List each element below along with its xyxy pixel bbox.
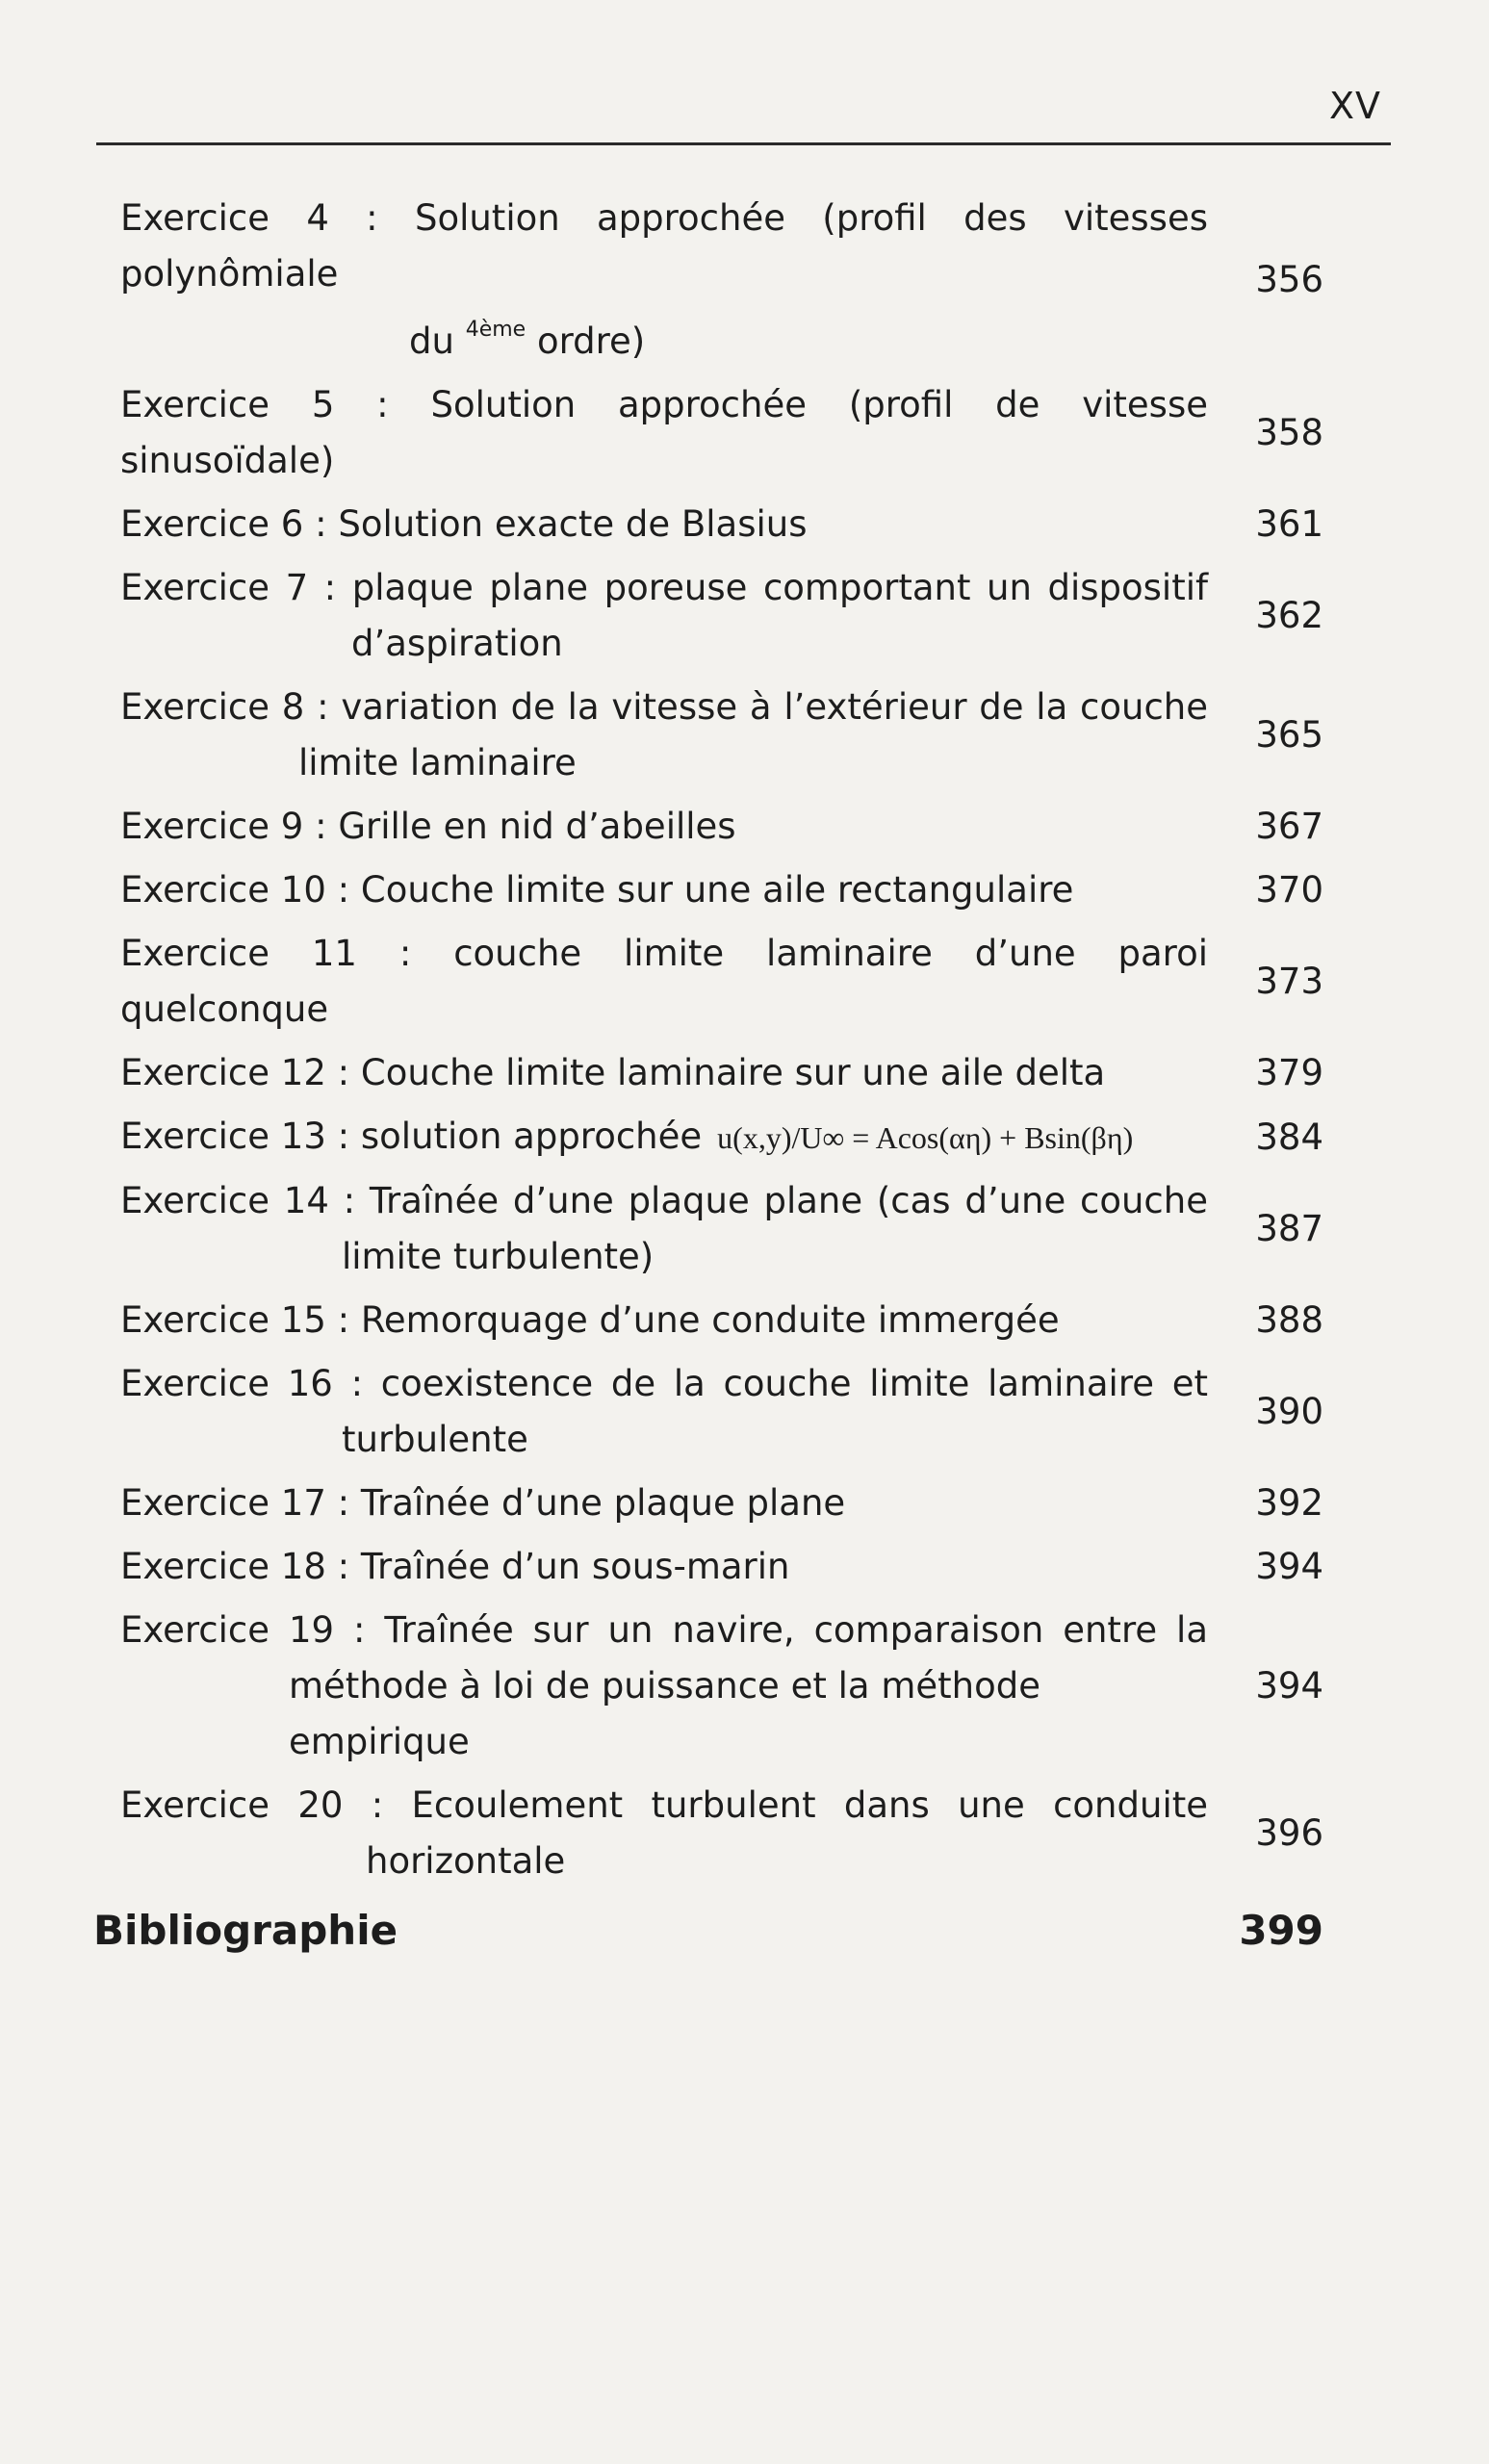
entry-title: coexistence de la couche limite laminaire et bbox=[380, 1363, 1208, 1404]
entry-label: Exercice 8 : bbox=[120, 686, 329, 728]
entry-title: Ecoulement turbulent dans une conduite bbox=[411, 1784, 1208, 1826]
page-number: XV bbox=[1328, 85, 1381, 127]
entry-label: Exercice 17 : bbox=[120, 1482, 350, 1524]
header-rule bbox=[96, 142, 1391, 145]
entry-title: plaque plane poreuse comportant un dispositif bbox=[351, 567, 1209, 608]
formula: u(x,y)/U∞ = Acos(αη) + Bsin(βη) bbox=[717, 1120, 1134, 1155]
entry-label: Exercice 13 : bbox=[120, 1116, 350, 1157]
toc-entry[interactable] bbox=[120, 1603, 1323, 1770]
entry-page: 394 bbox=[1255, 1665, 1323, 1707]
toc-entry[interactable] bbox=[120, 1356, 1323, 1468]
entry-page: 392 bbox=[1255, 1482, 1323, 1524]
entry-page: 356 bbox=[1255, 259, 1323, 300]
entry-title-cont: d’aspiration bbox=[351, 623, 563, 664]
entry-title: Solution approchée (profil de vitesse sinusoïdale) bbox=[120, 384, 1208, 481]
entry-title: Traînée d’un sous-marin bbox=[360, 1546, 790, 1587]
toc-entry[interactable] bbox=[120, 862, 1323, 918]
toc-entry[interactable] bbox=[120, 497, 1323, 552]
toc-entry[interactable] bbox=[120, 560, 1323, 672]
entry-title: Solution approchée (profil des vitesses polynômiale bbox=[120, 197, 1209, 295]
entry-page: 387 bbox=[1255, 1208, 1323, 1249]
entry-label: Exercice 14 : bbox=[120, 1180, 356, 1221]
entry-label: Exercice 15 : bbox=[120, 1299, 350, 1341]
entry-title: variation de la vitesse à l’extérieur de la couche bbox=[341, 686, 1209, 728]
entry-title: couche limite laminaire d’une paroi quelconque bbox=[120, 933, 1209, 1030]
toc-entry-text bbox=[120, 191, 1237, 370]
entry-title-cont: horizontale bbox=[366, 1840, 566, 1882]
entry-label: Exercice 6 : bbox=[120, 503, 327, 545]
entry-label: Exercice 18 : bbox=[120, 1546, 350, 1587]
entry-title: Traînée d’une plaque plane bbox=[360, 1482, 846, 1524]
entry-page: 361 bbox=[1255, 503, 1323, 545]
entry-page: 394 bbox=[1255, 1546, 1323, 1587]
entry-page: 388 bbox=[1255, 1299, 1323, 1341]
entry-title-cont: du bbox=[409, 321, 466, 362]
entry-page: 396 bbox=[1255, 1812, 1323, 1854]
toc-entry[interactable] bbox=[120, 1045, 1323, 1101]
toc-entry[interactable] bbox=[120, 1173, 1323, 1285]
entry-page: 362 bbox=[1255, 595, 1323, 636]
entry-label: Exercice 9 : bbox=[120, 806, 327, 847]
entry-label: Exercice 11 : bbox=[120, 933, 412, 974]
ordinal-superscript: 4ème bbox=[465, 318, 526, 342]
toc-entry[interactable] bbox=[120, 1293, 1323, 1348]
entry-title: Solution exacte de Blasius bbox=[338, 503, 808, 545]
entry-label: Exercice 4 : bbox=[120, 197, 378, 239]
entry-label: Exercice 5 : bbox=[120, 384, 389, 425]
entry-page: 390 bbox=[1255, 1391, 1323, 1432]
entry-title: Remorquage d’une conduite immergée bbox=[360, 1299, 1060, 1341]
entry-label: Exercice 7 : bbox=[120, 567, 337, 608]
entry-page: 379 bbox=[1255, 1052, 1323, 1093]
entry-title-cont: limite laminaire bbox=[298, 742, 577, 783]
toc-entry[interactable] bbox=[120, 799, 1323, 855]
entry-page: 384 bbox=[1255, 1116, 1323, 1158]
entry-title: solution approchée bbox=[360, 1116, 703, 1157]
toc-entry[interactable] bbox=[120, 1539, 1323, 1595]
bibliography-entry[interactable] bbox=[93, 1907, 1323, 1954]
entry-title: Couche limite sur une aile rectangulaire bbox=[360, 869, 1074, 911]
entry-title: Traînée d’une plaque plane (cas d’une couche bbox=[369, 1180, 1208, 1221]
toc-entry[interactable] bbox=[120, 1778, 1323, 1889]
toc-entry[interactable] bbox=[120, 926, 1323, 1038]
table-of-contents bbox=[93, 191, 1323, 1954]
entry-title: Couche limite laminaire sur une aile delta bbox=[360, 1052, 1106, 1093]
entry-page: 370 bbox=[1255, 869, 1323, 911]
entry-title-cont: méthode à loi de puissance et la méthode empirique bbox=[289, 1665, 1040, 1762]
entry-title-cont: limite turbulente) bbox=[342, 1236, 655, 1277]
entry-title: Traînée sur un navire, comparaison entre la bbox=[384, 1609, 1208, 1651]
entry-page: 373 bbox=[1255, 961, 1323, 1002]
entry-label: Exercice 20 : bbox=[120, 1784, 384, 1826]
entry-title-cont: ordre) bbox=[526, 321, 646, 362]
entry-label: Exercice 10 : bbox=[120, 869, 350, 911]
toc-entry[interactable] bbox=[120, 1476, 1323, 1531]
toc-entry[interactable] bbox=[120, 680, 1323, 791]
entry-page: 365 bbox=[1255, 714, 1323, 756]
bibliography-label: Bibliographie bbox=[93, 1907, 398, 1954]
toc-entry[interactable] bbox=[120, 191, 1323, 370]
entry-label: Exercice 16 : bbox=[120, 1363, 364, 1404]
entry-page: 367 bbox=[1255, 806, 1323, 847]
toc-entry[interactable] bbox=[120, 1109, 1323, 1166]
entry-title-cont: turbulente bbox=[342, 1419, 528, 1460]
entry-page: 358 bbox=[1255, 412, 1323, 453]
entry-label: Exercice 19 : bbox=[120, 1609, 366, 1651]
bibliography-page: 399 bbox=[1239, 1907, 1323, 1954]
toc-entry[interactable] bbox=[120, 377, 1323, 489]
entry-title: Grille en nid d’abeilles bbox=[338, 806, 736, 847]
entry-label: Exercice 12 : bbox=[120, 1052, 350, 1093]
